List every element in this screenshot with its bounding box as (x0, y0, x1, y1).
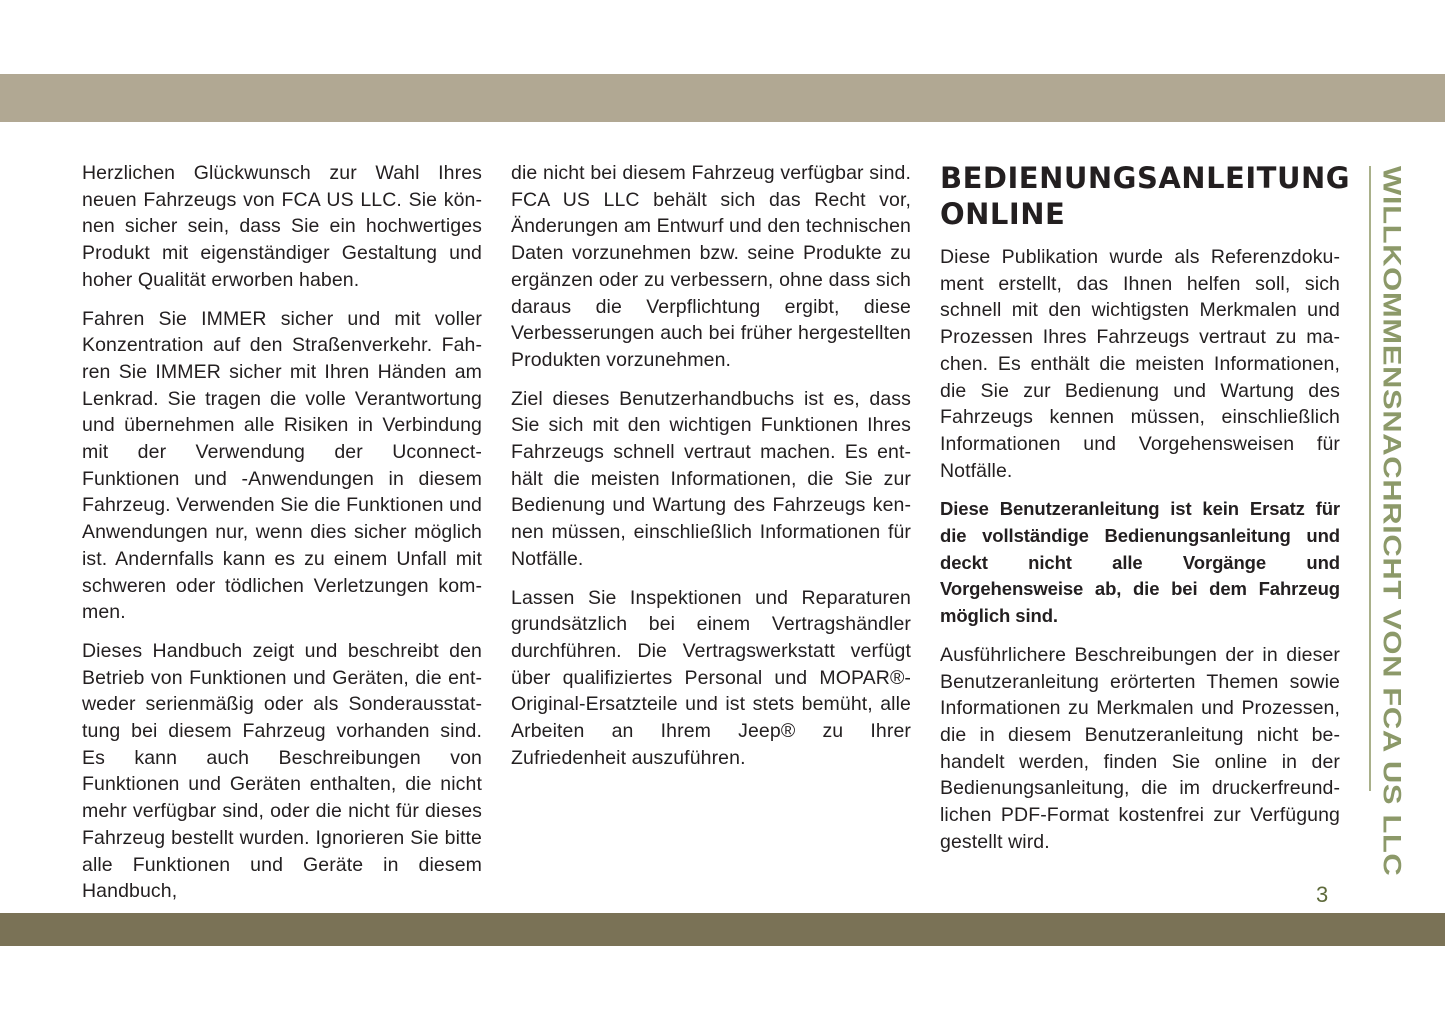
column-2 (511, 160, 911, 783)
section-heading: BEDIENUNGSANLEITUNG ONLINE (940, 161, 1351, 231)
paragraph-changes-reserved: die nicht bei diesem Fahrzeug verfügbar sind. FCA US LLC behält sich das Recht vor, Änderungen am Entwurf und den technischen Daten vorzunehmen bzw. seine Produkte zu ergänzen oder zu verbessern, ohne dass sich daraus die Verpflichtung ergibt, diese Verbesserungen auch bei früher hergestellten Produkten vorzunehmen. (511, 162, 911, 371)
paragraph-inspections: Lassen Sie Inspektionen und Reparaturen grundsätzlich bei einem Vertragshändler durchführen. Die Vertragswerkstatt verfügt über qualifiziertes Personal und MOPAR®-Original-Ersatzteile und ist stets bemüht, alle Arbeiten an Ihrem Jeep® zu Ihrer Zufriedenheit auszuführen. (511, 586, 911, 769)
chapter-side-title: WILLKOMMENSNACHRICHT VON FCA US LLC (1378, 166, 1406, 877)
header-band (0, 74, 1445, 122)
page-number: 3 (1316, 882, 1329, 907)
paragraph-handbook-scope: Dieses Handbuch zeigt und beschreibt den Betrieb von Funktionen und Geräten, die entweder serienmäßig oder als Sonderausstattung bei diesem Fahrzeug vorhanden sind. Es kann auch Beschreibungen von Funktionen und Geräten enthalten, die nicht mehr verfügbar sind, oder die nicht für dieses Fahrzeug bestellt wurden. Ignorieren Sie bitte alle Funktionen und Geräte in diesem Handbuch, (82, 639, 482, 903)
column-1 (82, 160, 482, 917)
paragraph-congratulations: Herzlichen Glückwunsch zur Wahl Ihres neuen Fahrzeugs von FCA US LLC. Sie können sicher sein, dass Sie ein hochwertiges Produkt mit eigenständiger Gestaltung und hoher Qualität erworben haben. (82, 162, 482, 291)
paragraph-drive-safely: Fahren Sie IMMER sicher und mit voller Konzentration auf den Straßenverkehr. Fahren Sie IMMER sicher mit Ihren Händen am Lenkrad. Sie tragen die volle Verantwortung und übernehmen alle Risiken in Verbindung mit der Verwendung der Uconnect-Funktionen und -Anwendungen in diesem Fahrzeug. Verwenden Sie die Funktionen und Anwendungen nur, wenn dies sicher möglich ist. Andernfalls kann es zu einem Unfall mit schweren oder tödlichen Verletzungen kommen. (82, 307, 482, 624)
paragraph-reference-document: Diese Publikation wurde als Referenzdokument erstellt, das Ihnen helfen soll, sich schnell mit den wichtigsten Merkmalen und Prozessen Ihres Fahrzeugs vertraut zu machen. Es enthält die meisten Informationen, die Sie zur Bedienung und Wartung des Fahrzeugs kennen müssen, einschließlich Informationen und Vorgehensweisen für Notfälle. (940, 246, 1340, 482)
footer-band (0, 913, 1445, 946)
paragraph-handbook-goal: Ziel dieses Benutzerhandbuchs ist es, dass Sie sich mit den wichtigen Funktionen Ihres Fahrzeugs schnell vertraut machen. Es enthält die meisten Informationen, die Sie zur Bedienung und Wartung des Fahrzeugs kennen müssen, einschließlich Informationen für Notfälle. (511, 387, 911, 570)
column-3 (940, 160, 1351, 867)
paragraph-online-manual: Ausführlichere Beschreibungen der in dieser Benutzeranleitung erörterten Themen sowie Informationen zu Merkmalen und Prozessen, die in diesem Benutzeranleitung nicht behandelt werden, finden Sie online in der Bedienungsanleitung, die im druckerfreundlichen PDF-Format kostenfrei zur Verfügung gestellt wird. (940, 643, 1340, 853)
paragraph-notice-bold: Diese Benutzeranleitung ist kein Ersatz für die vollständige Bedienungsanleitung und deckt nicht alle Vorgänge und Vorgehensweise ab, die bei dem Fahrzeug möglich sind. (940, 498, 1340, 627)
side-title-rule (1369, 166, 1371, 791)
